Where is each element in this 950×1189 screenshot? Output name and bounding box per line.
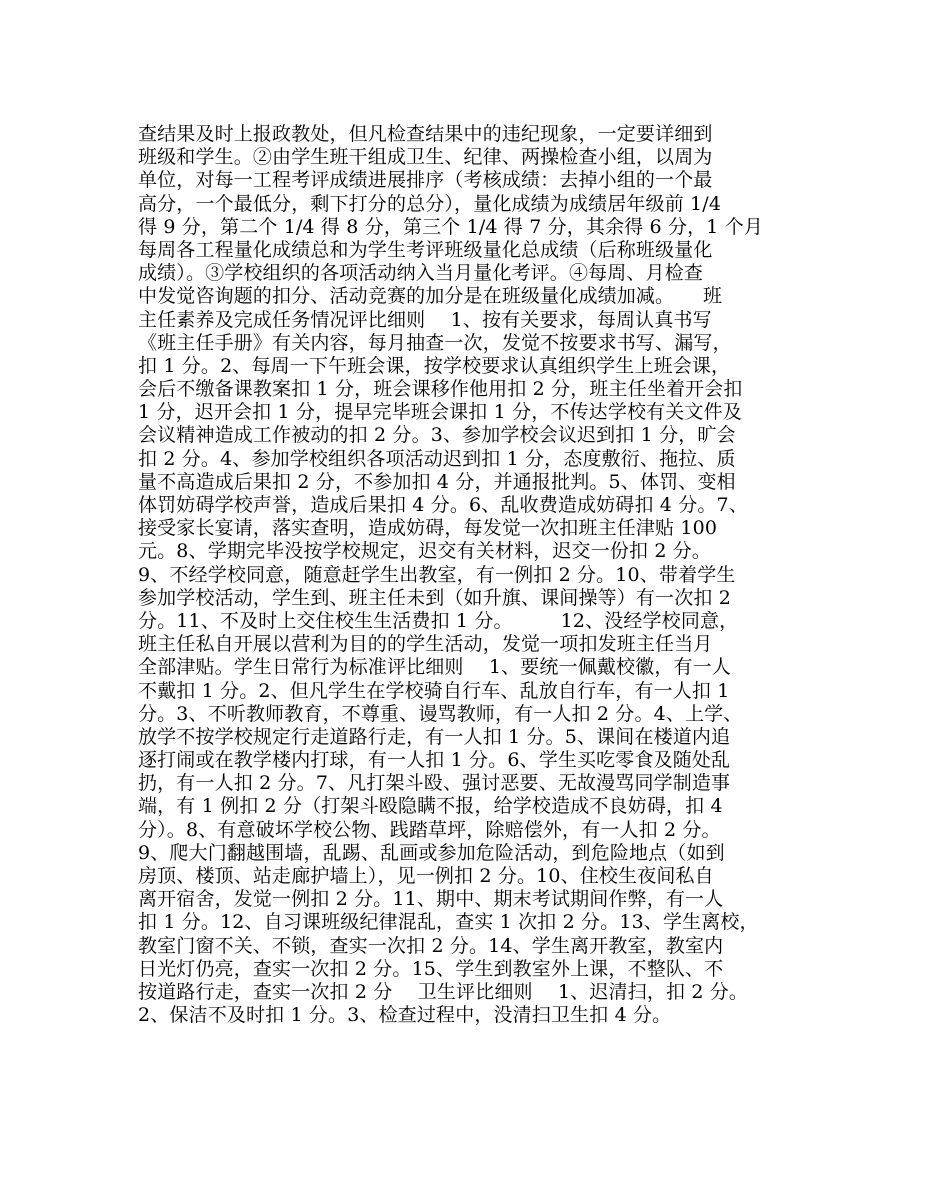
text-line: 接受家长宴请，落实查明，造成妨碍，每发觉一次扣班主任津贴 100 [138,517,718,540]
text-line: 9、爬大门翻越围墙，乱踢、乱画或参加危险活动，到危险地点（如到 [138,841,725,864]
text-line: 逐打闹或在教学楼内打球，有一人扣 1 分。6、学生买吃零食及随处乱 [138,749,731,772]
text-line: 高分，一个最低分，剩下打分的总分），量化成绩为成绩居年级前 1/4 [138,192,722,215]
text-line: 会后不缴备课教案扣 1 分，班会课移作他用扣 2 分，班主任坐着开会扣 [138,378,743,401]
text-line: 按道路行走，查实一次扣 2 分 卫生评比细则 1、迟清扫，扣 2 分。 [138,980,749,1003]
text-line: 会议精神造成工作被动的扣 2 分。3、参加学校会议迟到扣 1 分，旷会 [138,424,736,447]
text-line: 查结果及时上报政教处，但凡检查结果中的违纪现象，一定要详细到 [138,123,713,145]
text-line: 元。8、学期完毕没按学校规定，迟交有关材料，迟交一份扣 2 分。 [138,540,712,563]
text-line: 房顶、楼顶、站走廊护墙上），见一例扣 2 分。10、住校生夜间私自 [138,865,714,887]
text-line: 中发觉咨询题的扣分、活动竞赛的加分是在班级量化成绩加减。 班 [138,285,723,308]
text-line: 体罚妨碍学校声誉，造成后果扣 4 分。6、乱收费造成妨碍扣 4 分。7、 [138,494,748,516]
text-line: 离开宿舍，发觉一例扣 2 分。11、期中、期末考试期间作弊，有一人 [138,888,724,911]
text-line: 《班主任手册》有关内容，每月抽查一次，发觉不按要求书写、漏写， [138,331,732,354]
text-line: 教室门窗不关、不锁，查实一次扣 2 分。14、学生离开教室，教室内 [138,934,724,957]
text-line: 分。11、不及时上交住校生生活费扣 1 分。 12、没经学校同意， [138,609,739,632]
text-line: 扣 2 分。4、参加学校组织各项活动迟到扣 1 分，态度敷衍、拖拉、质 [138,447,736,470]
text-line: 每周各工程量化成绩总和为学生考评班级量化总成绩（后称班级量化 [138,238,713,261]
body-text [138,123,815,1027]
text-line: 主任素养及完成任务情况评比细则 1、按有关要求，每周认真书写 [138,308,712,331]
text-line: 放学不按学校规定行走道路行走，有一人扣 1 分。5、课间在楼道内追 [138,725,731,748]
text-line: 扣 1 分。12、自习课班级纪律混乱，查实 1 次扣 2 分。13、学生离校， [138,911,759,934]
text-line: 参加学校活动，学生到、班主任未到（如升旗、课间操等）有一次扣 2 [138,586,731,609]
text-line: 成绩）。③学校组织的各项活动纳入当月量化考评。④每周、月检查 [138,262,704,285]
text-line: 单位，对每一工程考评成绩进展排序（考核成绩：去掉小组的一个最 [138,169,713,192]
text-line: 2、保洁不及时扣 1 分。3、检查过程中，没清扫卫生扣 4 分。 [138,1004,672,1027]
text-line: 9、不经学校同意，随意赶学生出教室，有一例扣 2 分。10、带着学生 [138,563,736,586]
text-line: 不戴扣 1 分。2、但凡学生在学校骑自行车、乱放自行车，有一人扣 1 [138,679,730,702]
text-line: 分。3、不听教师教育，不尊重、谩骂教师，有一人扣 2 分。4、上学、 [138,702,743,725]
text-line: 班主任私自开展以营利为目的的学生活动，发觉一项扣发班主任当月 [138,633,713,656]
text-line: 日光灯仍亮，查实一次扣 2 分。15、学生到教室外上课，不整队、不 [138,957,724,980]
text-line: 端，有 1 例扣 2 分（打架斗殴隐瞒不报，给学校造成不良妨碍，扣 4 [138,795,723,818]
text-line: 量不高造成后果扣 2 分，不参加扣 4 分，并通报批判。5、体罚、变相 [138,470,736,493]
text-line: 得 9 分，第二个 1/4 得 8 分，第三个 1/4 得 7 分，其余得 6 分，1 个月 [138,215,764,238]
text-line: 全部津贴。学生日常行为标准评比细则 1、要统一佩戴校徽，有一人 [138,656,731,679]
text-line: 分）。8、有意破坏学校公物、践踏草坪，除赔偿外，有一人扣 2 分。 [138,818,721,841]
text-line: 扔，有一人扣 2 分。7、凡打架斗殴、强讨恶要、无故漫骂同学制造事 [138,772,731,795]
text-line: 班级和学生。②由学生班干组成卫生、纪律、两操检查小组，以周为 [138,146,713,169]
text-line: 扣 1 分。2、每周一下午班会课，按学校要求认真组织学生上班会课， [138,354,731,377]
text-line: 1 分，迟开会扣 1 分，提早完毕班会课扣 1 分，不传达学校有关文件及 [138,401,742,424]
